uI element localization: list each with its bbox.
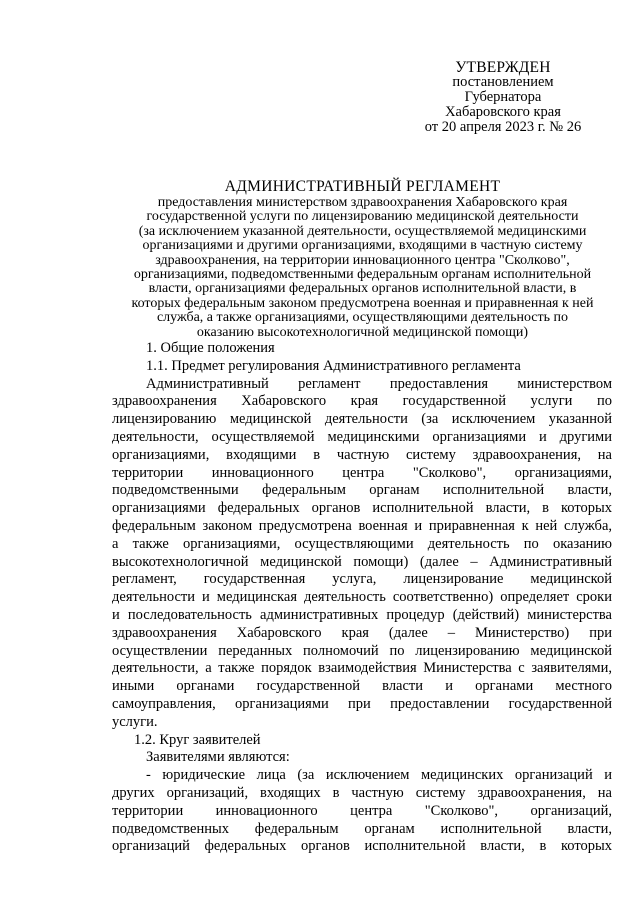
document-subtitle xyxy=(110,196,615,340)
subtitle-line: власти, организациями федеральных органов исполнительной власти, в xyxy=(148,281,577,297)
approval-line: от 20 апреля 2023 г. № 26 xyxy=(424,119,582,135)
approval-line: Губернатора xyxy=(464,89,542,105)
approval-heading: УТВЕРЖДЕН xyxy=(455,59,551,76)
paragraph-line: федеральным законом предусмотрена военная и приравненная к ней служба, xyxy=(112,517,612,534)
document-title: АДМИНИСТРАТИВНЫЙ РЕГЛАМЕНТ xyxy=(224,178,501,195)
paragraph-line: подведомственных федеральным органам исполнительной власти, xyxy=(112,820,612,837)
subtitle-line: которых федеральным законом предусмотрена военная и приравненная к ней xyxy=(131,295,594,311)
paragraph-line: высокотехнологичной медицинской помощи) (далее – Административный xyxy=(112,553,612,570)
paragraph-1-1 xyxy=(112,376,612,732)
section-heading: 1. Общие положения xyxy=(146,340,275,356)
subtitle-line: служба, а также организациями, осуществляющими деятельность по xyxy=(156,310,569,326)
paragraph-line: - юридические лица (за исключением медицинских организаций и xyxy=(146,767,612,784)
subtitle-line: организациями и другими организациями, входящими в частную систему xyxy=(142,238,583,254)
paragraph-line: территории инновационного центра "Сколково", организаций, xyxy=(112,802,612,819)
approval-line: Хабаровского края xyxy=(445,104,561,120)
subsection-heading: 1.1. Предмет регулирования Административного регламента xyxy=(146,357,521,374)
paragraph-line: лицензированию медицинской деятельности (за исключением указанной xyxy=(112,411,612,428)
paragraph-line: регламент, государственная услуга, лицензирование медицинской xyxy=(112,571,612,588)
subsection-heading: 1.2. Круг заявителей xyxy=(134,731,261,748)
paragraph-line: иными органами государственной власти и органами местного xyxy=(112,678,612,695)
paragraph-line: деятельности, а также порядок взаимодействия Министерства с заявителями, xyxy=(112,660,612,677)
paragraph-line: здравоохранения Хабаровского края (далее – Министерство) при xyxy=(112,624,612,641)
subtitle-line: организациями, подведомственными федеральным органам исполнительной xyxy=(133,267,592,283)
paragraph-line: осуществлении переданных полномочий по лицензированию медицинской xyxy=(112,642,612,659)
paragraph-line: организациями федеральных органов исполнительной власти, в которых xyxy=(112,500,612,517)
subtitle-line: здравоохранения, на территории инновационного центра "Сколково", xyxy=(155,252,570,268)
subtitle-line: (за исключением указанной деятельности, осуществляемой медицинскими xyxy=(138,223,587,239)
paragraph-line: самоуправления, организациями при предоставлении государственной xyxy=(112,695,612,712)
paragraph-line: а также организациями, осуществляющими деятельность по оказанию xyxy=(112,535,612,552)
approval-stamp xyxy=(408,60,598,135)
title-block xyxy=(110,178,615,340)
paragraph-line: Административный регламент предоставления министерством xyxy=(146,375,612,392)
paragraph-line: и последовательность административных процедур (действий) министерства xyxy=(112,606,612,623)
paragraph-line: деятельности, осуществляемой медицинскими организациями и другими xyxy=(112,428,612,445)
subtitle-line: государственной услуги по лицензированию медицинской деятельности xyxy=(146,209,579,225)
approval-line: постановлением xyxy=(452,74,554,90)
paragraph-line: других организаций, входящих в частную систему здравоохранения, на xyxy=(112,784,612,801)
paragraph-line: организациями, входящими в частную систему здравоохранения, на xyxy=(112,446,612,463)
document-body xyxy=(112,340,612,856)
paragraph-1-2 xyxy=(112,767,612,856)
subtitle-line: предоставления министерством здравоохранения Хабаровского края xyxy=(157,195,568,210)
paragraph-line: здравоохранения Хабаровского края государственной услуги по xyxy=(112,393,612,410)
paragraph-line: деятельности и медицинская деятельность соответственно) определяет сроки xyxy=(112,589,612,606)
subtitle-line: оказанию высокотехнологичной медицинской помощи) xyxy=(196,324,529,340)
paragraph-line: организаций федеральных органов исполнительной власти, в которых xyxy=(112,838,612,855)
paragraph-line: территории инновационного центра "Сколково", организациями, xyxy=(112,464,612,481)
paragraph-line: услуги. xyxy=(112,713,158,730)
applicants-intro: Заявителями являются: xyxy=(146,749,290,766)
paragraph-line: подведомственными федеральным органам исполнительной власти, xyxy=(112,482,612,499)
